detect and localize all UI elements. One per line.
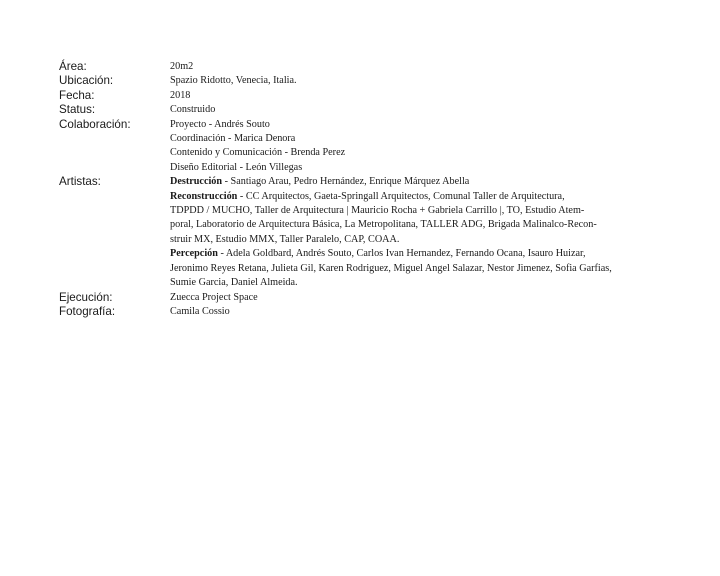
- status-label: Status:: [59, 103, 96, 117]
- status-value: Construido: [170, 104, 216, 116]
- percepcion-line: Sumie Garcia, Daniel Almeida.: [170, 277, 298, 289]
- destruccion-text: - Santiago Arau, Pedro Hernández, Enrique Márquez Abella: [222, 176, 470, 188]
- fecha-label: Fecha:: [59, 88, 95, 102]
- colaboracion-line: Proyecto - Andrés Souto: [170, 118, 270, 130]
- colaboracion-line: Contenido y Comunicación - Brenda Perez: [170, 147, 346, 159]
- percepcion-line: Jeronimo Reyes Retana, Julieta Gil, Karen Rodriguez, Miguel Angel Salazar, Nestor Jimenez, Sofia Garfias,: [170, 262, 612, 274]
- reconstruccion-line: poral, Laboratorio de Arquitectura Básica, La Metropolitana, TALLER ADG, Brigada Malinalco-Recon-: [170, 219, 597, 231]
- destruccion-heading: Destrucción: [170, 176, 223, 188]
- colaboracion-line: Coordinación - Marica Denora: [170, 133, 296, 145]
- row-ejecucion: [59, 291, 679, 305]
- reconstruccion-line: TDPDD / MUCHO, Taller de Arquitectura | Mauricio Rocha + Gabriela Carrillo |, TO, Estudio Atem-: [170, 205, 585, 217]
- row-artistas: [59, 175, 679, 290]
- row-colaboracion: [59, 118, 679, 176]
- fotografia-label: Fotografía:: [59, 304, 116, 318]
- fotografia-value: Camila Cossio: [170, 305, 230, 317]
- colaboracion-value: [170, 118, 679, 176]
- area-label: Área:: [59, 60, 87, 73]
- percepcion-heading: Percepción: [170, 248, 218, 260]
- area-value: 20m2: [170, 61, 194, 72]
- percepcion-text: - Adela Goldbard, Andrés Souto, Carlos Ivan Hernandez, Fernando Ocana, Isauro Huizar,: [217, 248, 586, 260]
- reconstruccion-group: [170, 190, 679, 248]
- colaboracion-line: Diseño Editorial - León Villegas: [170, 161, 303, 173]
- row-area: [59, 60, 679, 74]
- ejecucion-label: Ejecución:: [59, 290, 113, 304]
- artistas-value: [170, 175, 679, 290]
- reconstruccion-heading: Reconstrucción: [170, 190, 238, 202]
- row-fecha: [59, 89, 679, 103]
- reconstruccion-text: - CC Arquitectos, Gaeta-Springall Arquitectos, Comunal Taller de Arquitectura,: [237, 190, 565, 202]
- percepcion-line: [170, 247, 679, 261]
- ejecucion-value: Zuecca Project Space: [170, 291, 258, 303]
- row-status: [59, 103, 679, 117]
- ubicacion-value: Spazio Ridotto, Venecia, Italia.: [170, 75, 297, 87]
- artistas-label: Artistas:: [59, 175, 101, 189]
- percepcion-group: [170, 247, 679, 290]
- destruccion-line: [170, 175, 679, 189]
- reconstruccion-line: [170, 190, 679, 204]
- reconstruccion-line: struir MX, Estudio MMX, Taller Paralelo, CAP, COAA.: [170, 233, 400, 245]
- destruccion-group: [170, 175, 679, 189]
- fecha-value: 2018: [170, 89, 191, 101]
- project-info-sheet: [59, 60, 679, 319]
- ubicacion-label: Ubicación:: [59, 74, 114, 88]
- row-ubicacion: [59, 74, 679, 88]
- row-fotografia: [59, 305, 679, 319]
- colaboracion-label: Colaboración:: [59, 117, 131, 131]
